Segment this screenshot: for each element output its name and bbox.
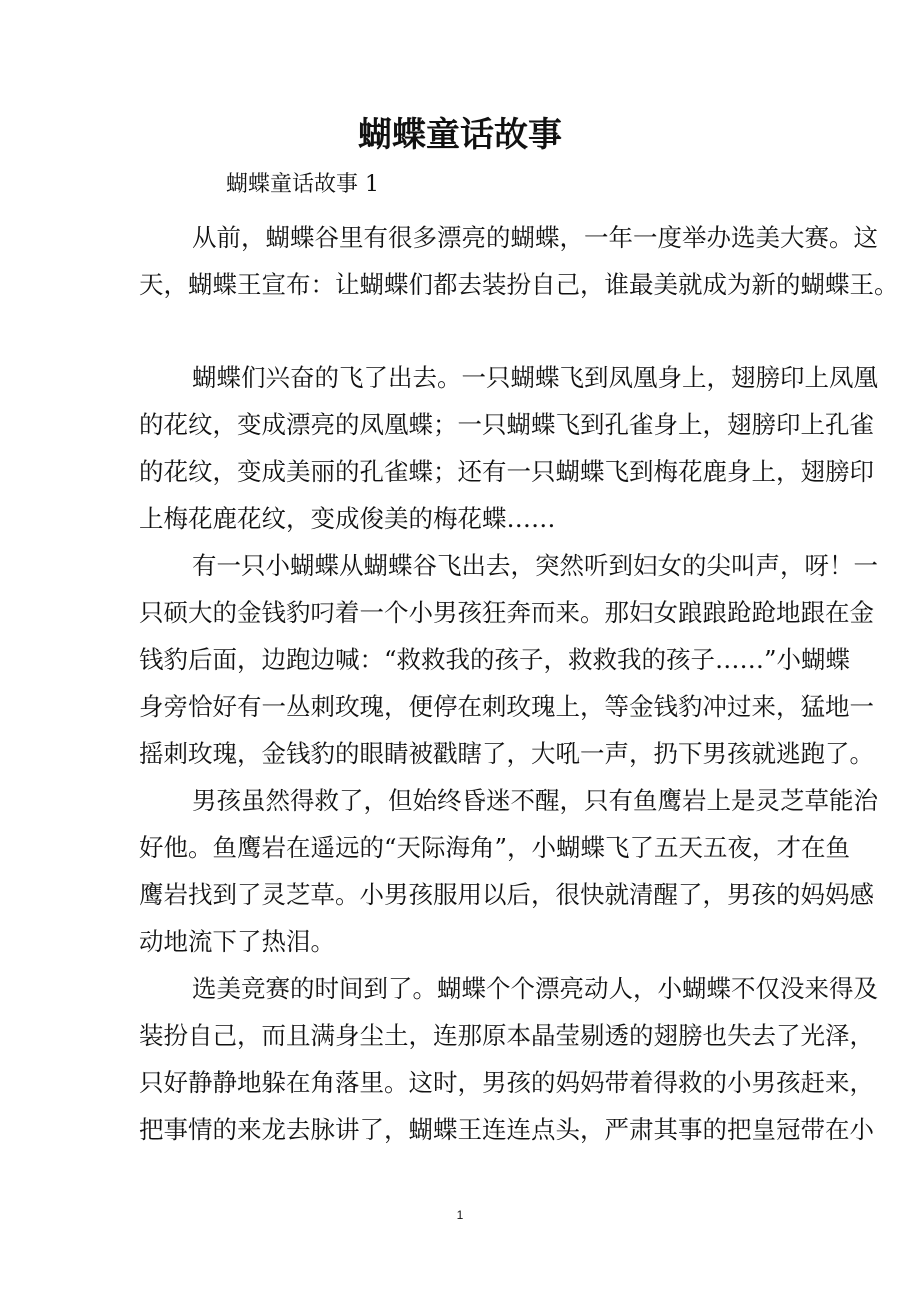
text-line: 好他。鱼鹰岩在遥远的“天际海角”，小蝴蝶飞了五天五夜，才在鱼 [139,833,851,862]
page-number: 1 [456,1208,464,1222]
text-line: 鹰岩找到了灵芝草。小男孩服用以后，很快就清醒了，男孩的妈妈感 [139,880,874,909]
paragraph-5 [139,965,878,1153]
document-title: 蝴蝶童话故事 [358,115,562,155]
text-line: 装扮自己，而且满身尘土，连那原本晶莹剔透的翅膀也失去了光泽， [139,1021,874,1050]
blank-line [139,308,785,354]
text-line: 的花纹，变成漂亮的凤凰蝶；一只蝴蝶飞到孔雀身上，翅膀印上孔雀 [139,410,874,439]
text-line: 男孩虽然得救了，但始终昏迷不醒，只有鱼鹰岩上是灵芝草能治 [192,786,878,815]
text-line: 选美竞赛的时间到了。蝴蝶个个漂亮动人，小蝴蝶不仅没来得及 [192,974,878,1003]
text-line: 把事情的来龙去脉讲了，蝴蝶王连连点头，严肃其事的把皇冠带在小 [139,1115,874,1144]
section-heading: 蝴蝶童话故事 1 [226,172,379,197]
text-line: 有一只小蝴蝶从蝴蝶谷飞出去，突然听到妇女的尖叫声，呀！一 [192,551,878,580]
text-line: 只好静静地躲在角落里。这时，男孩的妈妈带着得救的小男孩赶来， [139,1068,874,1097]
paragraph-3 [139,542,878,777]
text-line: 上梅花鹿花纹，变成俊美的梅花蝶…… [139,504,556,533]
document-body [139,214,899,1153]
paragraph-4 [139,777,878,965]
text-line: 蝴蝶们兴奋的飞了出去。一只蝴蝶飞到凤凰身上，翅膀印上凤凰 [192,363,878,392]
text-line: 的花纹，变成美丽的孔雀蝶；还有一只蝴蝶飞到梅花鹿身上，翅膀印 [139,457,874,486]
text-line: 动地流下了热泪。 [139,927,335,956]
text-line: 从前，蝴蝶谷里有很多漂亮的蝴蝶，一年一度举办选美大赛。这 [192,223,878,252]
paragraph-2 [139,354,878,542]
paragraph-1 [139,214,899,308]
text-line: 钱豹后面，边跑边喊：“救救我的孩子，救救我的孩子……”小蝴蝶 [139,645,851,674]
text-line: 只硕大的金钱豹叼着一个小男孩狂奔而来。那妇女踉踉跄跄地跟在金 [139,598,874,627]
text-line: 天，蝴蝶王宣布：让蝴蝶们都去装扮自己，谁最美就成为新的蝴蝶王。 [139,270,899,299]
text-line: 身旁恰好有一丛刺玫瑰，便停在刺玫瑰上，等金钱豹冲过来，猛地一 [139,692,874,721]
text-line: 摇刺玫瑰，金钱豹的眼睛被戳瞎了，大吼一声，扔下男孩就逃跑了。 [139,739,874,768]
